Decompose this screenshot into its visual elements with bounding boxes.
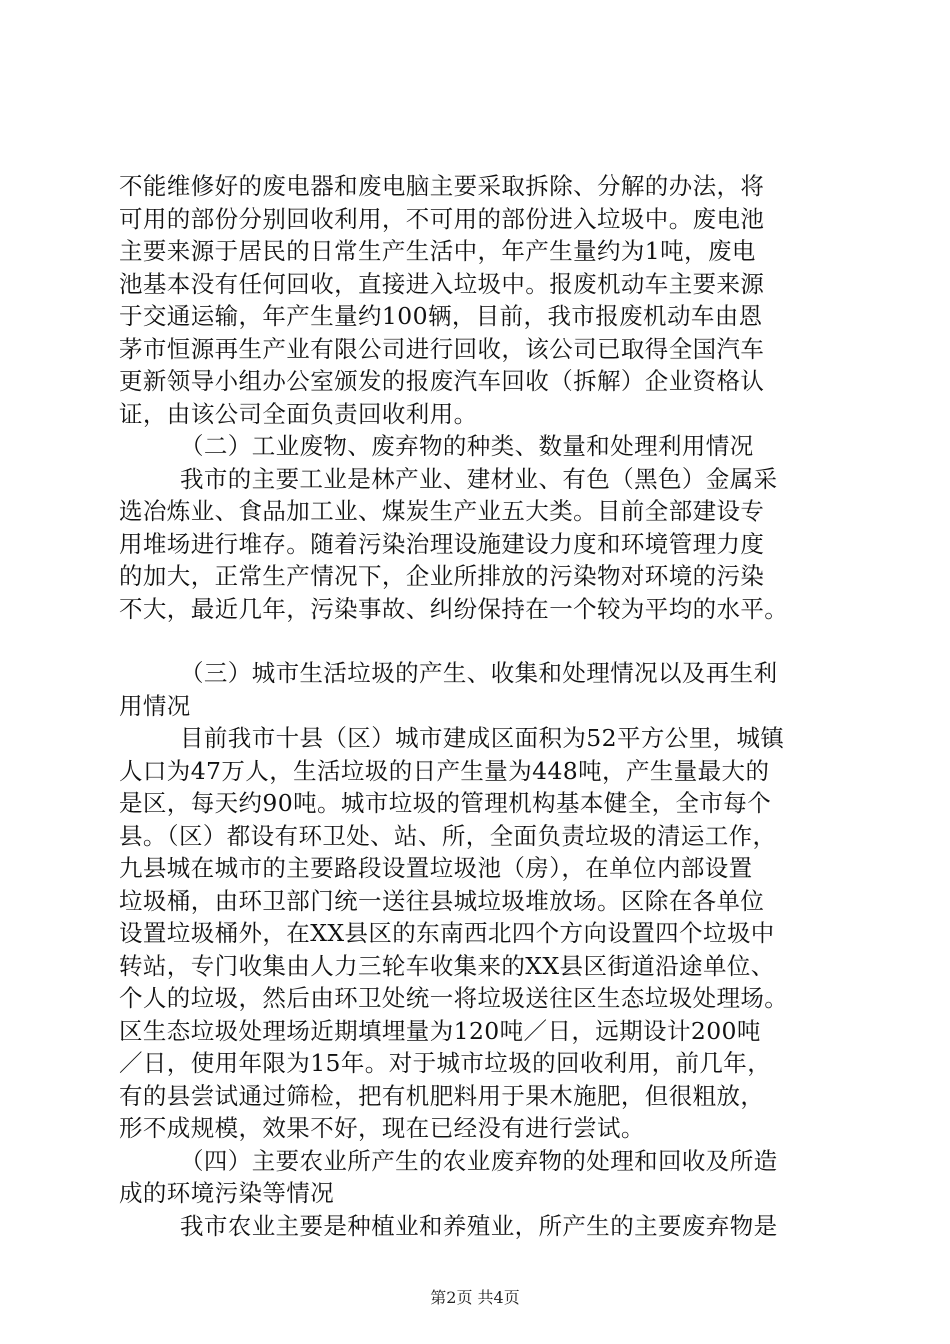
paragraph-spacer [119, 625, 839, 657]
paragraph-industrial-waste [119, 463, 839, 626]
paragraph-municipal-waste [119, 722, 839, 1145]
text-line: 垃圾桶，由环卫部门统一送往县城垃圾堆放场。区除在各单位 [119, 886, 765, 915]
text-line: 是区，每天约90吨。城市垃圾的管理机构基本健全，全市每个 [119, 789, 772, 817]
text-line: 于交通运输，年产生量约100辆，目前，我市报废机动车由恩 [119, 302, 763, 330]
section-heading-3 [119, 657, 839, 722]
text-line: 形不成规模，效果不好，现在已经没有进行尝试。 [119, 1114, 645, 1142]
text-line: 主要来源于居民的日常生产生活中，年产生量约为1吨，废电 [119, 237, 756, 265]
text-line: ／日，使用年限为15年。对于城市垃圾的回收利用，前几年， [119, 1049, 772, 1077]
heading-line: 用情况 [119, 691, 191, 720]
paragraph-agricultural-waste [119, 1210, 839, 1243]
heading-line: （四）主要农业所产生的农业废弃物的处理和回收及所造 [180, 1146, 778, 1175]
text-line: 用堆场进行堆存。随着污染治理设施建设力度和环境管理力度 [119, 529, 765, 558]
text-line: 我市农业主要是种植业和养殖业，所产生的主要废弃物是 [180, 1211, 778, 1240]
text-line: 区生态垃圾处理场近期填埋量为120吨／日，远期设计200吨 [119, 1016, 761, 1045]
text-line: 的加大，正常生产情况下，企业所排放的污染物对环境的污染 [119, 562, 765, 590]
text-line: 设置垃圾桶外，在XX县区的东南西北四个方向设置四个垃圾中 [119, 919, 775, 947]
text-line: 可用的部份分别回收利用，不可用的部份进入垃圾中。废电池 [119, 204, 765, 233]
section-heading-2: （二）工业废物、废弃物的种类、数量和处理利用情况 [180, 432, 754, 460]
text-line: 有的县尝试通过筛检，把有机肥料用于果木施肥，但很粗放， [119, 1081, 765, 1110]
text-line: 池基本没有任何回收，直接进入垃圾中。报废机动车主要来源 [119, 269, 765, 298]
text-line: 人口为47万人，生活垃圾的日产生量为448吨，产生量最大的 [119, 756, 770, 785]
text-line: 不能维修好的废电器和废电脑主要采取拆除、分解的办法，将 [119, 172, 765, 200]
text-line: 选冶炼业、食品加工业、煤炭生产业五大类。目前全部建设专 [119, 497, 765, 525]
text-line: 个人的垃圾，然后由环卫处统一将垃圾送往区生态垃圾处理场。 [119, 984, 789, 1012]
heading-line: 成的环境污染等情况 [119, 1179, 335, 1207]
text-line: 我市的主要工业是林产业、建材业、有色（黑色）金属采 [180, 464, 778, 493]
text-line: 目前我市十县（区）城市建成区面积为52平方公里，城镇 [180, 724, 785, 752]
text-line: 证，由该公司全面负责回收利用。 [119, 399, 478, 428]
text-line: 转站，专门收集由人力三轮车收集来的XX县区街道沿途单位、 [119, 951, 775, 980]
section-heading-4 [119, 1145, 839, 1210]
text-line: 更新领导小组办公室颁发的报废汽车回收（拆解）企业资格认 [119, 367, 765, 395]
page-footer: 第2页 共4页 [430, 1288, 520, 1307]
text-line: 九县城在城市的主要路段设置垃圾池（房），在单位内部设置 [119, 854, 753, 882]
document-body [119, 170, 839, 1242]
text-line: 不大，最近几年，污染事故、纠纷保持在一个较为平均的水平。 [119, 594, 789, 623]
text-line: 茅市恒源再生产业有限公司进行回收，该公司已取得全国汽车 [119, 334, 765, 363]
text-line: 县。（区）都设有环卫处、站、所，全面负责垃圾的清运工作， [119, 821, 777, 850]
heading-line: （三）城市生活垃圾的产生、收集和处理情况以及再生利 [180, 659, 778, 687]
paragraph-waste-electronics [119, 170, 839, 430]
